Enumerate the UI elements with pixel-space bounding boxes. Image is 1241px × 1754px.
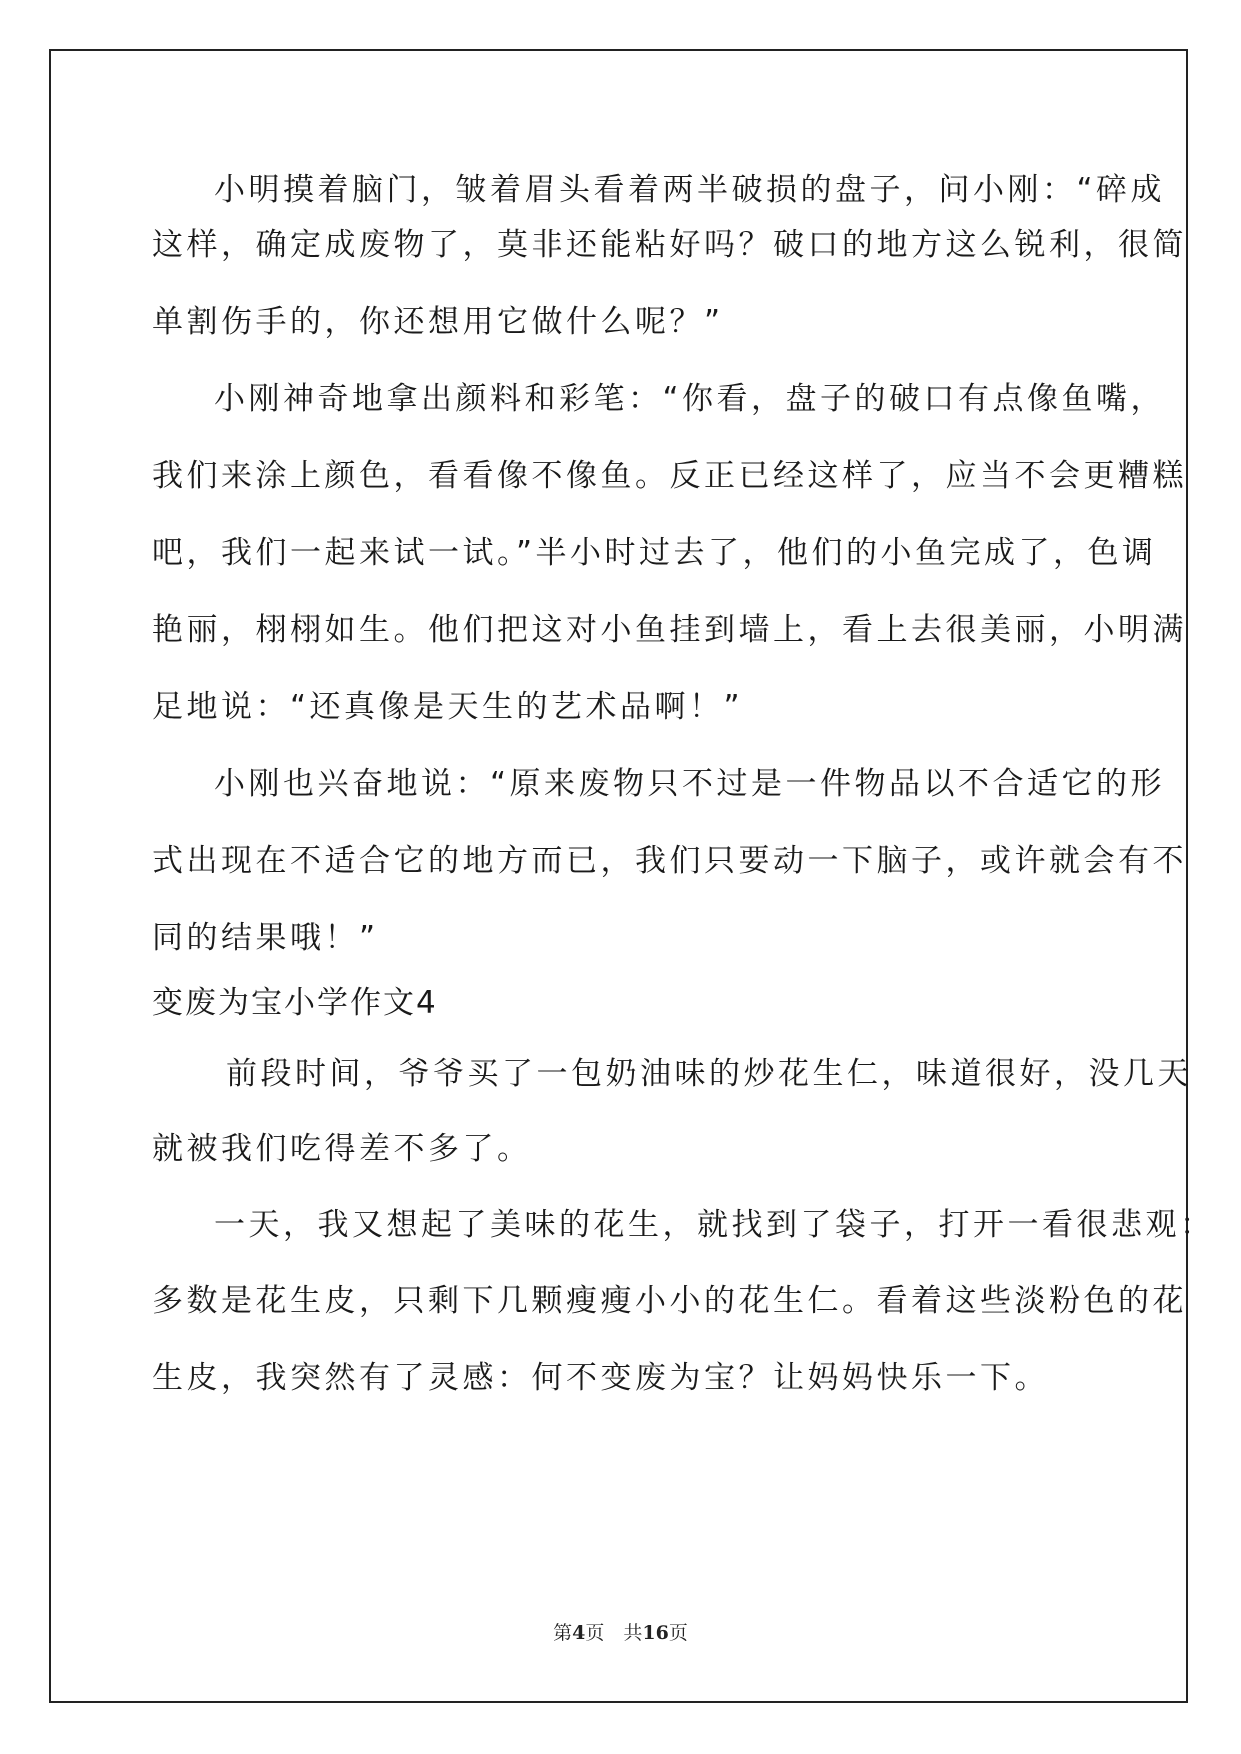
body-line: 生皮，我突然有了灵感：何不变废为宝？让妈妈快乐一下。 [152,1360,1049,1396]
body-line: 小明摸着脑门，皱着眉头看着两半破损的盘子，问小刚：“碎成 [214,172,1166,208]
body-line: 前段时间，爷爷买了一包奶油味的炒花生仁，味道很好，没几天 [226,1056,1192,1092]
body-line: 单割伤手的，你还想用它做什么呢？” [152,304,724,340]
body-line: 就被我们吃得差不多了。 [152,1131,532,1167]
page-footer [0,1618,1241,1645]
body-line: 这样，确定成废物了，莫非还能粘好吗？破口的地方这么锐利，很简 [152,227,1187,263]
footer-mid: 页 共 [585,1622,643,1644]
section-heading: 变废为宝小学作文4 [152,985,438,1021]
body-line: 多数是花生皮，只剩下几颗瘦瘦小小的花生仁。看着这些淡粉色的花 [152,1283,1187,1319]
body-line: 足地说：“还真像是天生的艺术品啊！” [152,689,744,725]
body-line: 艳丽，栩栩如生。他们把这对小鱼挂到墙上，看上去很美丽，小明满 [152,612,1187,648]
body-line: 式出现在不适合它的地方而已，我们只要动一下脑子，或许就会有不 [152,843,1187,879]
body-line: 同的结果哦！” [152,920,379,956]
body-line: 我们来涂上颜色，看看像不像鱼。反正已经这样了，应当不会更糟糕 [152,458,1187,494]
body-line: 一天，我又想起了美味的花生，就找到了袋子，打开一看很悲观： [214,1207,1215,1243]
body-line: 吧，我们一起来试一试。”半小时过去了，他们的小鱼完成了，色调 [152,535,1157,571]
footer-page-number: 4 [572,1622,586,1644]
footer-suffix: 页 [668,1622,688,1644]
body-line: 小刚也兴奋地说：“原来废物只不过是一件物品以不合适它的形 [214,766,1166,802]
footer-total-pages: 16 [642,1622,669,1644]
body-line: 小刚神奇地拿出颜料和彩笔：“你看，盘子的破口有点像鱼嘴， [214,381,1166,417]
footer-prefix: 第 [553,1622,573,1644]
